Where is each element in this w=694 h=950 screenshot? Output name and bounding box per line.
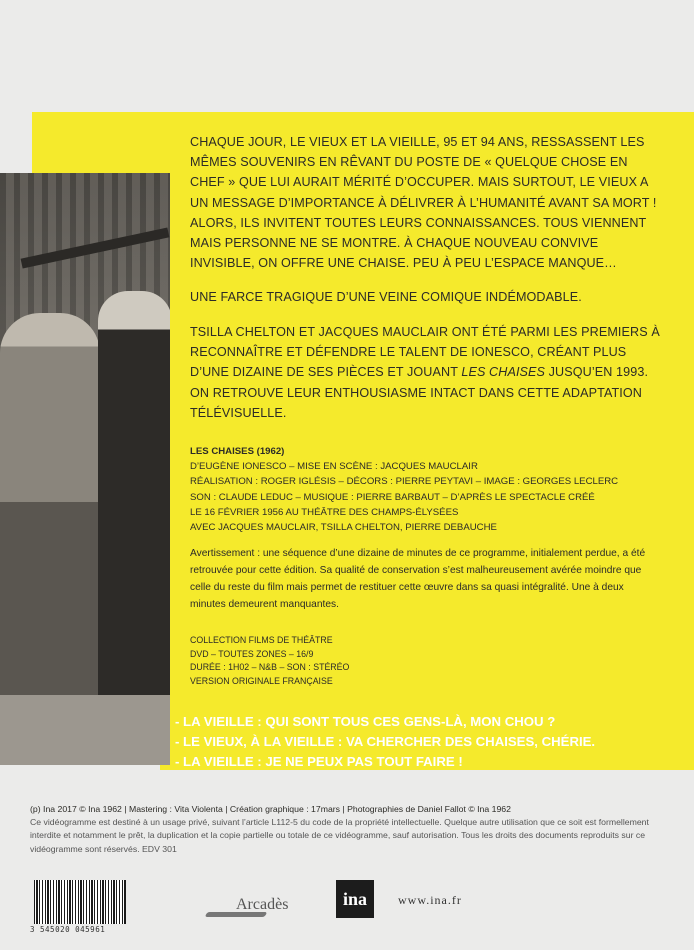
ina-logo: ina xyxy=(336,880,374,918)
credits-line: D’EUGÈNE IONESCO – MISE EN SCÈNE : JACQUES MAUCLAIR xyxy=(190,461,478,473)
production-photo xyxy=(0,173,170,765)
format-line: DVD – TOUTES ZONES – 16/9 xyxy=(190,648,314,659)
credits-title: LES CHAISES (1962) xyxy=(190,446,285,457)
credits-line: AVEC JACQUES MAUCLAIR, TSILLA CHELTON, PIERRE DEBAUCHE xyxy=(190,522,497,534)
synopsis-p3-start: TSILLA CHELTON ET JACQUES MAUCLAIR ONT ÉTÉ PARMI LES PREMIERS À RECONNAÎTRE ET DÉFENDRE LE TALENT DE IONESCO, CRÉANT PLUS D’UNE DIZAINE DE SES PIÈCES ET JOUANT xyxy=(190,325,660,380)
legal-footer xyxy=(30,803,670,856)
website-url: www.ina.fr xyxy=(398,893,462,907)
legal-notice: Ce vidéogramme est destiné à un usage privé, suivant l’article L112-5 du code de la propriété intellectuelle. Quelque autre utilisation que ce soit est formellement interdite et notamment le prêt, la duplication et la copie partielle ou totale de ce vidéogramme, sauf autorisation. Tous les droits des documents reproduits sur ce vidéogramme sont réservés. EDV 301 xyxy=(30,817,649,854)
technical-info xyxy=(190,634,490,688)
photo-old-man xyxy=(98,291,170,721)
collection-line: COLLECTION FILMS DE THÉÂTRE xyxy=(190,635,333,645)
synopsis-p3-title: LES CHAISES xyxy=(461,365,546,380)
quote-line: - LA VIEILLE : JE NE PEUX PAS TOUT FAIRE ! xyxy=(175,754,463,769)
copyright-line: (p) Ina 2017 © Ina 1962 | Mastering : Vita Violenta | Création graphique : 17mars | Photographies de Daniel Fallot © Ina 1962 xyxy=(30,804,511,814)
arcades-logo-text: Arcadès xyxy=(236,896,289,913)
warning-text: Avertissement : une séquence d’une dizaine de minutes de ce programme, initialement perdue, a été retrouvée pour cette édition. Sa qualité de conservation s’est malheureusement avérée moindre que celle du reste du film mais permet de restituer cette œuvre dans sa quasi intégralité. Une à deux minutes demeurent manquantes. xyxy=(190,548,646,610)
duration-line: DURÉE : 1H02 – N&B – SON : STÉRÉO xyxy=(190,662,350,673)
photo-floor xyxy=(0,695,170,765)
photo-old-woman xyxy=(0,313,100,733)
credits-line: LE 16 FÉVRIER 1956 AU THÉÂTRE DES CHAMPS-ÉLYSÉES xyxy=(190,506,459,518)
barcode-bars xyxy=(34,880,126,924)
arcades-logo xyxy=(206,896,310,922)
language-line: VERSION ORIGINALE FRANÇAISE xyxy=(190,675,333,686)
quote-line: - LE VIEUX, À LA VIEILLE : VA CHERCHER DES CHAISES, CHÉRIE. xyxy=(175,734,596,749)
synopsis-paragraph-1: CHAQUE JOUR, LE VIEUX ET LA VIEILLE, 95 ET 94 ANS, RESSASSENT LES MÊMES SOUVENIRS EN RÊVANT DU POSTE DE « QUELQUE CHOSE EN CHEF » QUE LUI AURAIT MÉRITÉ D’OCCUPER. MAIS SURTOUT, LE VIEUX A UN MESSAGE D’IMPORTANCE À DÉLIVRER À L’HUMANITÉ AVANT SA MORT ! ALORS, ILS INVITENT TOUTES LEURS CONNAISSANCES. TOUS VIENNENT MAIS PERSONNE NE SE MONTRE. À CHAQUE NOUVEAU CONVIVE INVISIBLE, ON OFFRE UNE CHAISE. PEU À PEU L’ESPACE MANQUE… xyxy=(190,135,657,271)
barcode-number: 3 545020 045961 xyxy=(30,925,106,934)
barcode xyxy=(30,880,130,936)
credits-block xyxy=(190,444,660,535)
quote-line: - LA VIEILLE : QUI SONT TOUS CES GENS-LÀ, MON CHOU ? xyxy=(175,714,556,729)
credits-line: SON : CLAUDE LEDUC – MUSIQUE : PIERRE BARBAUT – D’APRÈS LE SPECTACLE CRÉÉ xyxy=(190,491,595,503)
synopsis-paragraph-3 xyxy=(190,322,660,423)
credits-line: RÉALISATION : ROGER IGLÉSIS – DÉCORS : PIERRE PEYTAVI – IMAGE : GEORGES LECLERC xyxy=(190,476,619,488)
quotes-block xyxy=(175,712,675,772)
synopsis-p3-end: JUSQU’EN 1993. ON RETROUVE LEUR ENTHOUSIASME INTACT DANS CETTE ADAPTATION TÉLÉVISUELLE. xyxy=(190,365,649,420)
synopsis-tagline: UNE FARCE TRAGIQUE D’UNE VEINE COMIQUE INDÉMODABLE. xyxy=(190,290,582,304)
